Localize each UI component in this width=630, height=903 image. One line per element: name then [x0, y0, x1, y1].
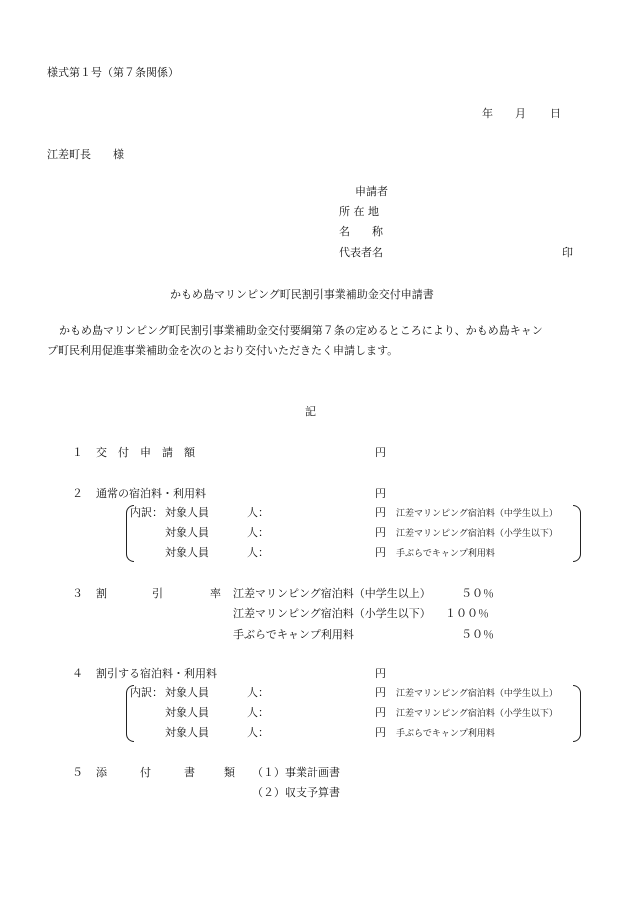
rate1-value: ５０％ [461, 587, 494, 600]
form-id: 様式第１号（第７条関係） [47, 66, 179, 79]
item3-label-b: 引 [152, 587, 163, 600]
item2-row2-label: 対象人員 [165, 526, 209, 539]
rate3-name: 手ぶらでキャンプ利用料 [233, 628, 354, 641]
item2-breakdown-prefix: 内訳： [130, 506, 163, 519]
date-day: 日 [550, 107, 561, 120]
item4-row3-label: 対象人員 [165, 726, 209, 739]
representative-label: 代表者名 [339, 246, 383, 259]
body-line-2: プ町民利用促進事業補助金を次のとおり交付いただきたく申請します。 [47, 344, 399, 357]
item5-label-b: 付 [140, 766, 151, 779]
item4-row3-unit: 円 [375, 726, 386, 739]
item2-row1-people: 人： [247, 506, 269, 519]
item1-unit: 円 [375, 446, 386, 459]
body-line-1: かもめ島マリンピング町民割引事業補助金交付要綱第７条の定めるところにより、かもめ島キャン [59, 324, 543, 337]
item4-unit: 円 [375, 667, 386, 680]
item3-number: ３ [72, 587, 83, 600]
item4-row3-people: 人： [247, 726, 269, 739]
document-title: かもめ島マリンピング町民割引事業補助金交付申請書 [170, 288, 434, 301]
item2-row3-desc: 手ぶらでキャンプ利用料 [396, 549, 495, 559]
item4-row2-unit: 円 [375, 706, 386, 719]
attachment-1: （１）事業計画書 [252, 766, 340, 779]
item2-unit: 円 [375, 487, 386, 500]
rate1-name: 江差マリンピング宿泊料（中学生以上） [233, 587, 431, 600]
item4-row1-people: 人： [247, 686, 269, 699]
item4-label: 割引する宿泊料・利用料 [96, 667, 217, 680]
seal-mark: 印 [562, 246, 573, 259]
item2-row2-people: 人： [247, 526, 269, 539]
item5-label-d: 類 [224, 766, 235, 779]
item4-row2-desc: 江差マリンピング宿泊料（小学生以下） [396, 709, 558, 719]
item4-row1-desc: 江差マリンピング宿泊料（中学生以上） [396, 689, 558, 699]
item1-number: １ [72, 446, 83, 459]
rate2-name: 江差マリンピング宿泊料（小学生以下） [233, 607, 431, 620]
item4-row1-label: 対象人員 [165, 686, 209, 699]
addressee: 江差町長 様 [47, 148, 124, 161]
rate3-value: ５０％ [461, 628, 494, 641]
date-year: 年 [482, 107, 493, 120]
ki-heading: 記 [305, 405, 316, 418]
item2-right-brace [573, 505, 581, 562]
item2-row1-desc: 江差マリンピング宿泊料（中学生以上） [396, 509, 558, 519]
item4-row3-desc: 手ぶらでキャンプ利用料 [396, 729, 495, 739]
item4-row1-unit: 円 [375, 686, 386, 699]
address-label: 所 在 地 [339, 205, 379, 218]
item4-breakdown-prefix: 内訳： [130, 686, 163, 699]
item2-row3-label: 対象人員 [165, 546, 209, 559]
item4-right-brace [573, 685, 581, 742]
rate2-value: １００％ [445, 607, 489, 620]
item2-row2-desc: 江差マリンピング宿泊料（小学生以下） [396, 529, 558, 539]
item2-row3-people: 人： [247, 546, 269, 559]
item2-row1-label: 対象人員 [165, 506, 209, 519]
applicant-header: 申請者 [355, 185, 388, 198]
item2-label: 通常の宿泊料・利用料 [96, 487, 206, 500]
item1-label: 交 付 申 請 額 [96, 446, 195, 459]
name-label: 名 称 [339, 225, 383, 238]
item5-number: ５ [72, 766, 83, 779]
date-month: 月 [515, 107, 526, 120]
item2-number: ２ [72, 487, 83, 500]
item5-label-a: 添 [96, 766, 107, 779]
item4-number: ４ [72, 667, 83, 680]
attachment-2: （２）収支予算書 [252, 786, 340, 799]
item4-row2-label: 対象人員 [165, 706, 209, 719]
item2-row3-unit: 円 [375, 546, 386, 559]
item3-label-c: 率 [210, 587, 221, 600]
item4-row2-people: 人： [247, 706, 269, 719]
item2-row2-unit: 円 [375, 526, 386, 539]
item5-label-c: 書 [184, 766, 195, 779]
item2-row1-unit: 円 [375, 506, 386, 519]
item3-label-a: 割 [96, 587, 107, 600]
